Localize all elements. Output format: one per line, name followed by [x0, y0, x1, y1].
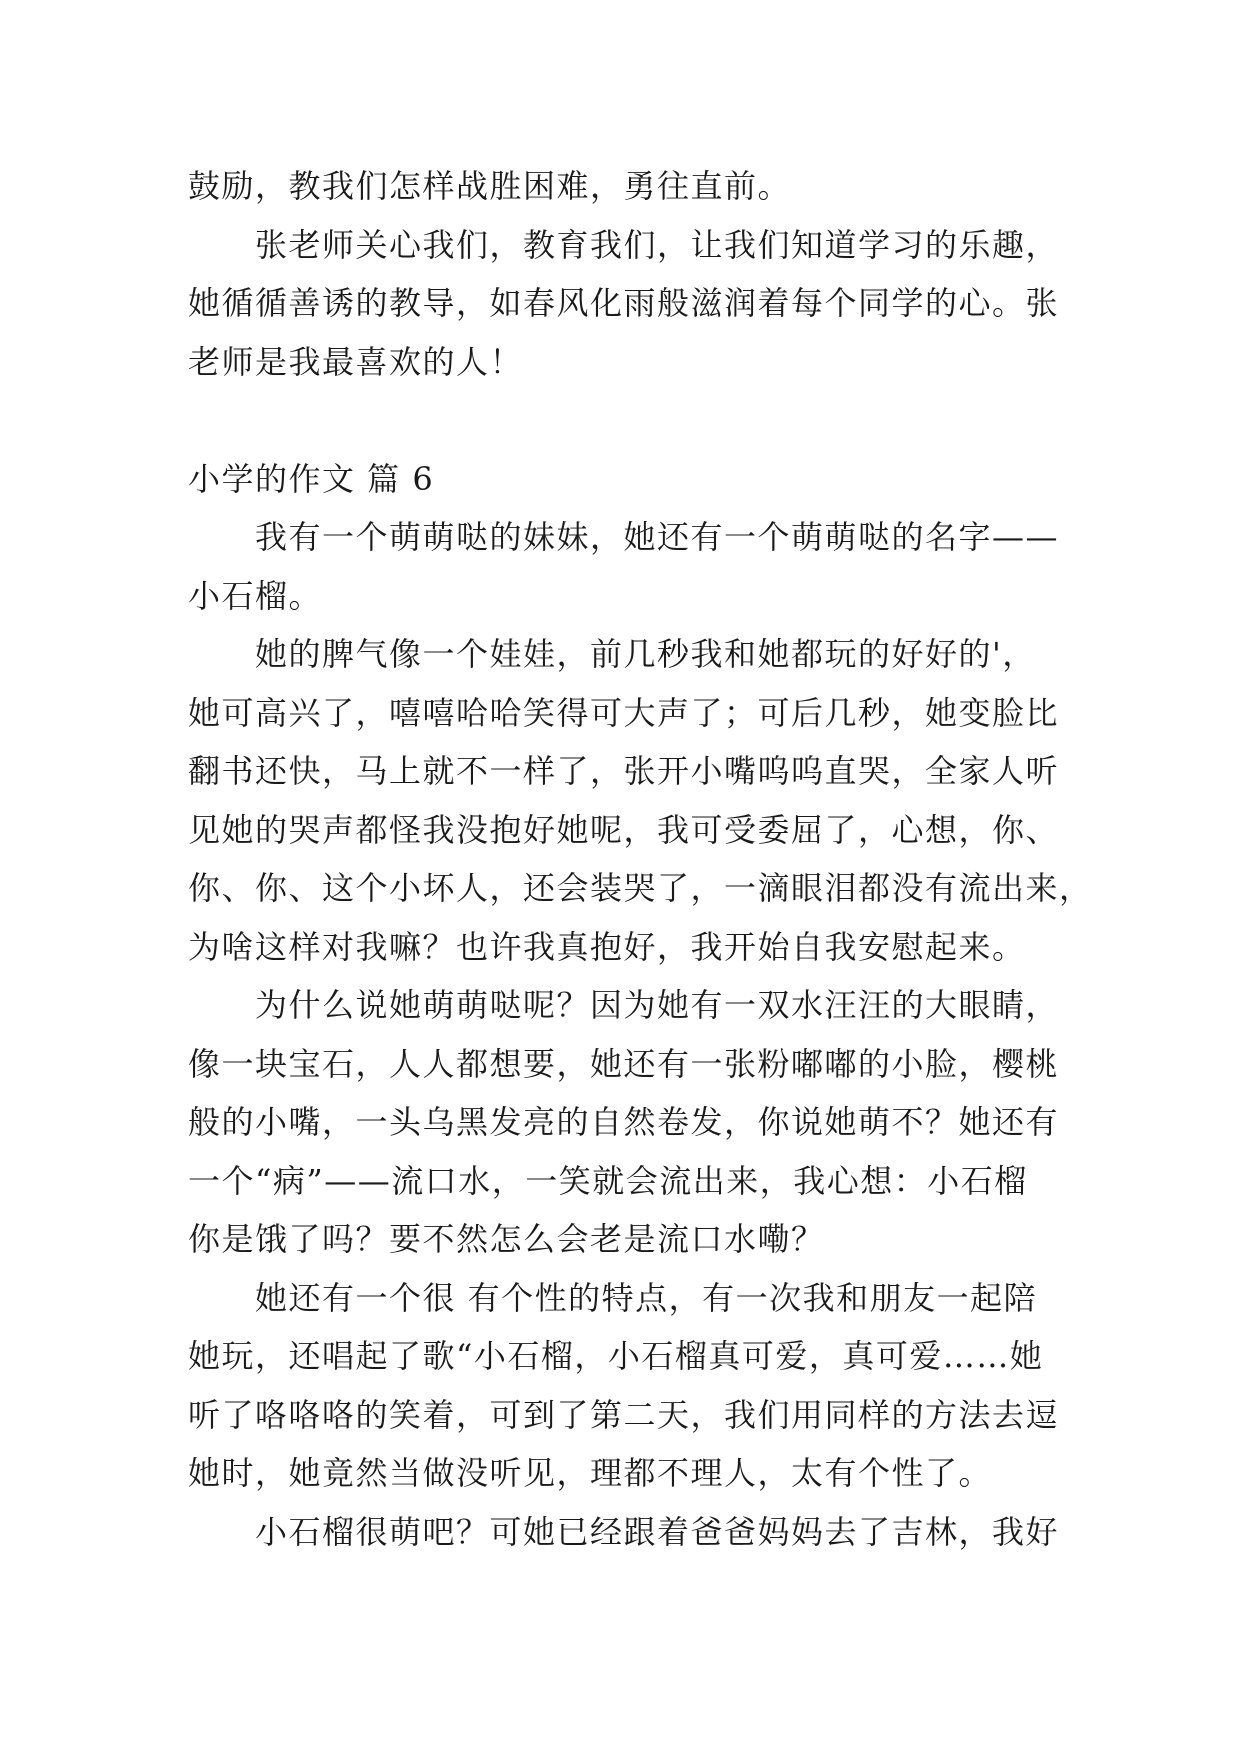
- text-line: 你是饿了吗？要不然怎么会老是流口水嘞？: [188, 1220, 825, 1258]
- text-line: 她循循善诱的教导，如春风化雨般滋润着每个同学的心。张: [188, 284, 1060, 322]
- text-line: 我有一个萌萌哒的妹妹，她还有一个萌萌哒的名字——: [255, 518, 1060, 556]
- paragraph: [188, 1269, 1068, 1503]
- text-line: 鼓励，教我们怎样战胜困难，勇往直前。: [188, 167, 792, 205]
- text-line: 般的小嘴，一头乌黑发亮的自然卷发，你说她萌不？她还有: [188, 1103, 1060, 1141]
- section-title: 小学的作文 篇 6: [188, 459, 435, 498]
- text-line: 她玩，还唱起了歌“小石榴，小石榴真可爱，真可爱……她: [188, 1337, 1044, 1375]
- text-line: 你、你、这个小坏人，还会装哭了，一滴眼泪都没有流出来，: [188, 869, 1093, 907]
- text-line: 一个“病”——流口水，一笑就会流出来，我心想：小石榴: [188, 1161, 1028, 1200]
- text-line: 为什么说她萌萌哒呢？因为她有一双水汪汪的大眼睛，: [255, 986, 1060, 1024]
- text-line: 小石榴。: [188, 576, 323, 615]
- section-spacer: [188, 391, 1068, 450]
- text-line: 像一块宝石，人人都想要，她还有一张粉嘟嘟的小脸，樱桃: [188, 1044, 1060, 1083]
- paragraph: [188, 508, 1068, 625]
- paragraph: [188, 1503, 1068, 1562]
- text-line: 她时，她竟然当做没听见，理都不理人，太有个性了。: [188, 1454, 993, 1492]
- text-line: 张老师关心我们，教育我们，让我们知道学习的乐趣，: [255, 225, 1060, 264]
- paragraph: [188, 976, 1068, 1269]
- text-line: 见她的哭声都怪我没抱好她呢，我可受委屈了，心想，你、: [188, 810, 1060, 849]
- text-line: 翻书还快，马上就不一样了，张开小嘴呜呜直哭，全家人听: [188, 752, 1060, 790]
- text-line: 老师是我最喜欢的人！: [188, 342, 524, 381]
- text-line: 她的脾气像一个娃娃，前几秒我和她都玩的好好的'，: [255, 635, 1036, 673]
- text-line: 听了咯咯咯的笑着，可到了第二天，我们用同样的方法去逗: [188, 1395, 1060, 1434]
- paragraph: [188, 625, 1093, 976]
- paragraph: [188, 216, 1068, 392]
- text-line: 她还有一个很 有个性的特点，有一次我和朋友一起陪: [255, 1278, 1038, 1317]
- text-line: 为啥这样对我嘛？也许我真抱好，我开始自我安慰起来。: [188, 927, 1026, 966]
- paragraph: [188, 157, 1068, 216]
- text-line: 小石榴很萌吧？可她已经跟着爸爸妈妈去了吉林，我好: [255, 1512, 1060, 1551]
- text-line: 她可高兴了，嘻嘻哈哈笑得可大声了；可后几秒，她变脸比: [188, 693, 1060, 732]
- document-body: [188, 157, 1093, 1561]
